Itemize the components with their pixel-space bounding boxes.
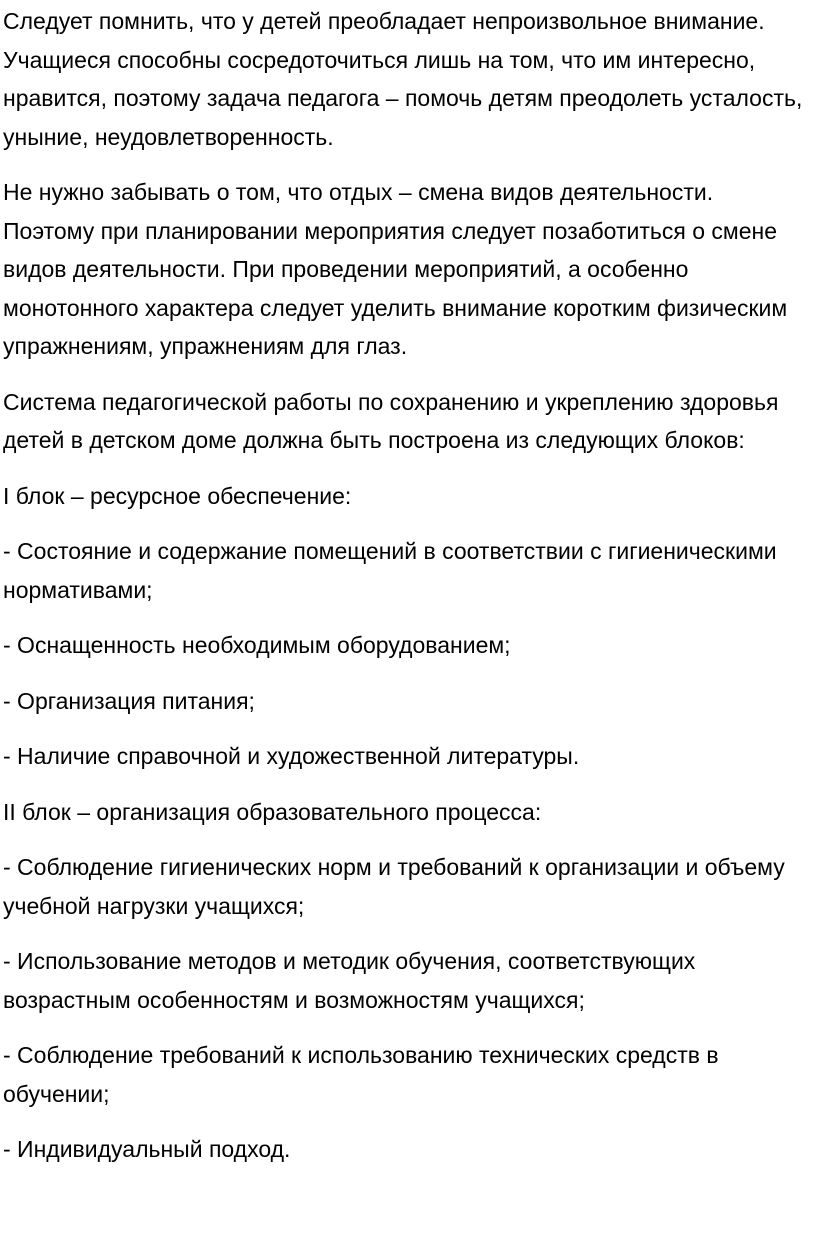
paragraph-attention: Следует помнить, что у детей преобладает непроизвольное внимание. Учащиеся способны сосредоточиться лишь на том, что им интересно, нравится, поэтому задача педагога – помочь детям преодолеть усталость, уныние, неудовлетворенность. [3, 8, 803, 150]
list-item: - Соблюдение гигиенических норм и требований к организации и объему учебной нагрузки учащихся; [3, 854, 785, 919]
list-item: - Организация питания; [3, 687, 255, 714]
list-item: - Оснащенность необходимым оборудованием; [3, 632, 511, 658]
list-item: - Индивидуальный подход. [3, 1136, 291, 1162]
list-item: - Соблюдение требований к использованию технических средств в обучении; [3, 1042, 719, 1107]
paragraph-rest: Не нужно забывать о том, что отдых – смена видов деятельности. Поэтому при планировании мероприятия следует позаботиться о смене видов деятельности. При проведении мероприятий, а особенно монотонного характера следует уделить внимание коротким физическим упражнениям, упражнениям для глаз. [3, 179, 788, 359]
list-item: - Наличие справочной и художественной литературы. [3, 743, 580, 769]
block-1-heading: I блок – ресурсное обеспечение: [3, 482, 352, 509]
block-2-heading: II блок – организация образовательного процесса: [3, 798, 542, 825]
list-item: - Использование методов и методик обучения, соответствующих возрастным особенностям и возможностям учащихся; [3, 948, 696, 1013]
list-item: - Состояние и содержание помещений в соответствии с гигиеническими нормативами; [3, 538, 777, 603]
paragraph-system: Система педагогической работы по сохранению и укреплению здоровья детей в детском доме должна быть построена из следующих блоков: [3, 388, 779, 453]
